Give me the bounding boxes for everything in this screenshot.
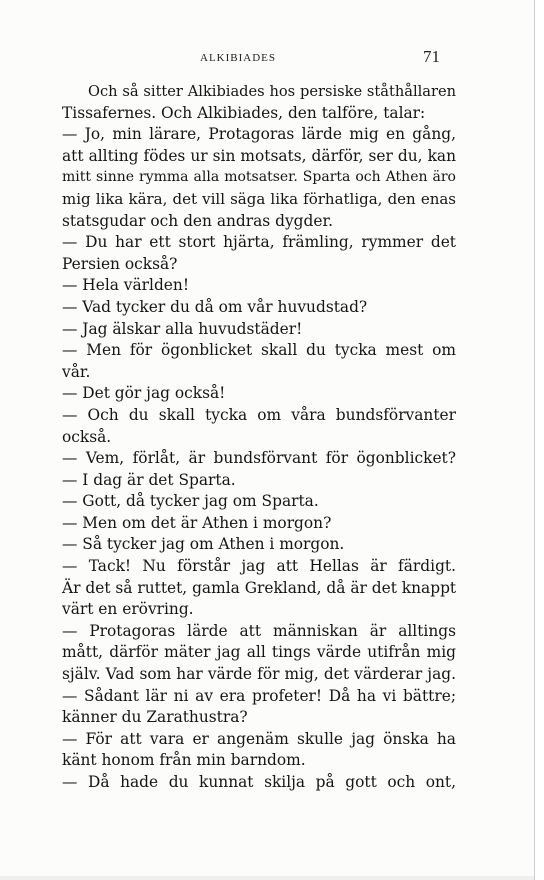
text-line <box>62 491 456 513</box>
text-line <box>62 232 456 254</box>
text-line-content: — Då hade du kunnat skilja på gott och ont, <box>62 773 456 791</box>
text-line <box>62 513 456 535</box>
text-line-content: — Sådant lär ni av era profeter! Då ha vi bättre; <box>62 686 456 705</box>
page-edge <box>534 0 544 880</box>
text-line <box>62 167 456 189</box>
text-line <box>62 686 456 708</box>
text-line <box>62 405 456 427</box>
text-line <box>62 664 456 686</box>
text-line-content: mig lika kära, det vill säga lika förhatliga, den enas <box>62 189 456 208</box>
text-line-content: — Vad tycker du då om vår huvudstad? <box>62 297 368 316</box>
text-line <box>62 707 456 729</box>
text-line-content: — Gott, då tycker jag om Sparta. <box>62 492 319 511</box>
text-line-content: mått, därför mäter jag all tings värde utifrån mig <box>62 643 456 662</box>
text-line-content: statsgudar och den andras dygder. <box>62 211 334 230</box>
text-line-content: Persien också? <box>62 254 178 273</box>
text-line <box>62 124 456 146</box>
text-line <box>62 470 456 492</box>
text-line <box>62 103 456 125</box>
text-line-content: Och så sitter Alkibiades hos persiske ståthållaren <box>88 83 456 100</box>
text-line <box>62 750 456 772</box>
text-line <box>62 340 456 362</box>
text-line <box>62 578 456 600</box>
text-line <box>62 362 456 384</box>
text-line <box>62 81 456 103</box>
text-line-content: känt honom från min barndom. <box>62 751 306 770</box>
text-line <box>62 146 456 168</box>
text-line-content: Tissafernes. Och Alkibiades, den talföre, talar: <box>62 103 426 122</box>
text-line <box>62 621 456 643</box>
text-line <box>62 772 456 794</box>
text-line-content: — För att vara er angenäm skulle jag önska ha <box>62 729 456 748</box>
page-number: 71 <box>423 47 440 66</box>
text-line <box>62 427 456 449</box>
text-line-content: också. <box>62 427 112 446</box>
text-line-content: — Protagoras lärde att människan är alltings <box>62 621 456 640</box>
text-line-content: mitt sinne rymma alla motsatser. Sparta och Athen äro <box>62 169 456 186</box>
text-line-content: — Vem, förlåt, är bundsförvant för ögonblicket? <box>62 449 456 468</box>
text-line <box>62 189 456 211</box>
text-line-content: — Så tycker jag om Athen i morgon. <box>62 535 345 554</box>
text-line-content: — Du har ett stort hjärta, främling, rymmer det <box>62 233 456 252</box>
text-line-content: vår. <box>62 362 91 381</box>
text-line-content: själv. Vad som har värde för mig, det värderar jag. <box>62 665 456 684</box>
text-line <box>62 383 456 405</box>
text-line <box>62 729 456 751</box>
text-line <box>62 448 456 470</box>
text-line-content: — Men för ögonblicket skall du tycka mest om <box>62 341 456 360</box>
text-line-content: — Tack! Nu förstår jag att Hellas är färdigt. <box>62 557 456 576</box>
text-line-content: — Jag älskar alla huvudstäder! <box>62 319 303 338</box>
text-line <box>62 297 456 319</box>
text-line-content: känner du Zarathustra? <box>62 708 248 727</box>
text-line-content: — Och du skall tycka om våra bundsförvanter <box>62 405 456 424</box>
text-line <box>62 599 456 621</box>
text-line <box>62 319 456 341</box>
text-line-content: — Hela världen! <box>62 276 190 295</box>
text-line <box>62 254 456 276</box>
text-line <box>62 211 456 233</box>
text-line <box>62 556 456 578</box>
text-line-content: — Det gör jag också! <box>62 384 226 403</box>
text-line <box>62 642 456 664</box>
text-line <box>62 534 456 556</box>
text-line <box>62 275 456 297</box>
text-line-content: — I dag är det Sparta. <box>62 470 236 489</box>
running-head <box>0 47 535 67</box>
running-head-title: ALKIBIADES <box>200 52 276 64</box>
text-line-content: — Men om det är Athen i morgon? <box>62 513 332 532</box>
text-line-content: värt en erövring. <box>62 600 194 619</box>
bottom-edge <box>0 876 535 880</box>
body-text <box>62 81 456 794</box>
text-line-content: att allting födes ur sin motsats, därför, ser du, kan <box>62 146 456 165</box>
text-line-content: Är det så ruttet, gamla Grekland, då är det knappt <box>62 578 457 597</box>
text-line-content: — Jo, min lärare, Protagoras lärde mig en gång, <box>62 125 456 144</box>
